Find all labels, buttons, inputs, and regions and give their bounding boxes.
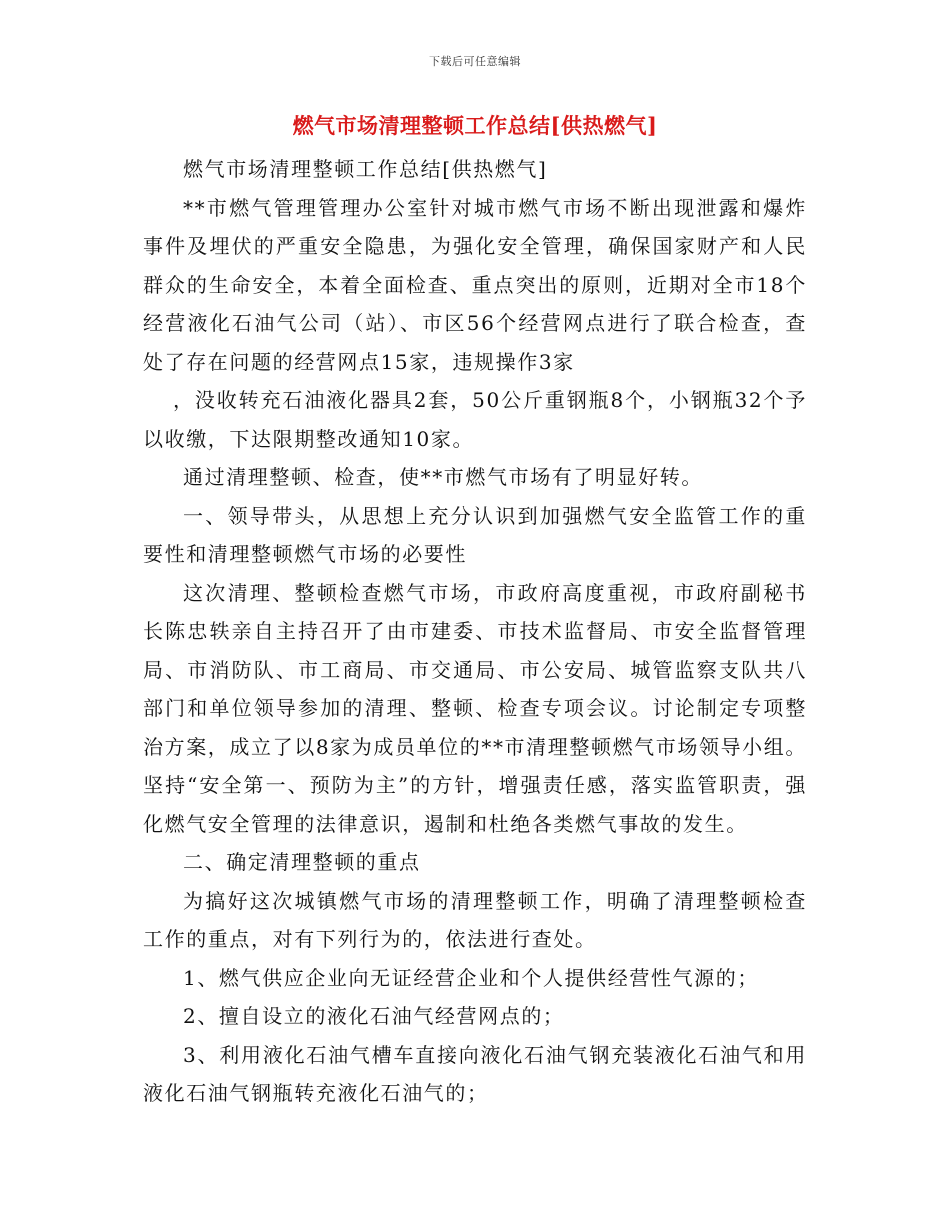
- section-heading-2: 二、确定清理整顿的重点: [183, 850, 421, 874]
- list-item-1: 1、燃气供应企业向无证经营企业和个人提供经营性气源的；: [183, 965, 759, 990]
- document-title: 燃气市场清理整顿工作总结[供热燃气]: [292, 113, 658, 138]
- paragraph-focus: 为搞好这次城镇燃气市场的清理整顿工作，明确了清理整顿检查工作的重点，对有下列行为的，依法进行查处。: [143, 888, 807, 951]
- paragraph-intro: **市燃气管理管理办公室针对城市燃气市场不断出现泄露和爆炸事件及埋伏的严重安全隐患，为强化安全管理，确保国家财产和人民群众的生命安全，本着全面检查、重点突出的原则，近期对全市18个经营液化石油气公司（站）、市区56个经营网点进行了联合检查，查处了存在问题的经营网点15家，违规操作3家: [143, 195, 807, 374]
- paragraph-leadership: 这次清理、整顿检查燃气市场，市政府高度重视，市政府副秘书长陈忠轶亲自主持召开了由市建委、市技术监督局、市安全监督管理局、市消防队、市工商局、市交通局、市公安局、城管监察支队共八部门和单位领导参加的清理、整顿、检查专项会议。讨论制定专项整治方案，成立了以8家为成员单位的**市清理整顿燃气市场领导小组。坚持“安全第一、预防为主”的方针，增强责任感，落实监管职责，强化燃气安全管理的法律意识，遏制和杜绝各类燃气事故的发生。: [143, 580, 807, 836]
- paragraph-confiscation: ，没收转充石油液化器具2套，50公斤重钢瓶8个，小钢瓶32个予以收缴，下达限期整改通知10家。: [143, 388, 807, 451]
- list-item-3: 3、利用液化石油气槽车直接向液化石油气钢充装液化石油气和用液化石油气钢瓶转充液化石油气的；: [143, 1042, 807, 1105]
- paragraph-subtitle: 燃气市场清理整顿工作总结[供热燃气]: [183, 157, 548, 181]
- header-note: 下载后可任意编辑: [429, 55, 521, 68]
- section-heading-1: 一、领导带头，从思想上充分认识到加强燃气安全监管工作的重要性和清理整顿燃气市场的必要性: [143, 503, 807, 566]
- document-body: [143, 150, 807, 1113]
- paragraph-result: 通过清理整顿、检查，使**市燃气市场有了明显好转。: [183, 465, 703, 489]
- list-item-2: 2、擅自设立的液化石油气经营网点的；: [183, 1004, 565, 1028]
